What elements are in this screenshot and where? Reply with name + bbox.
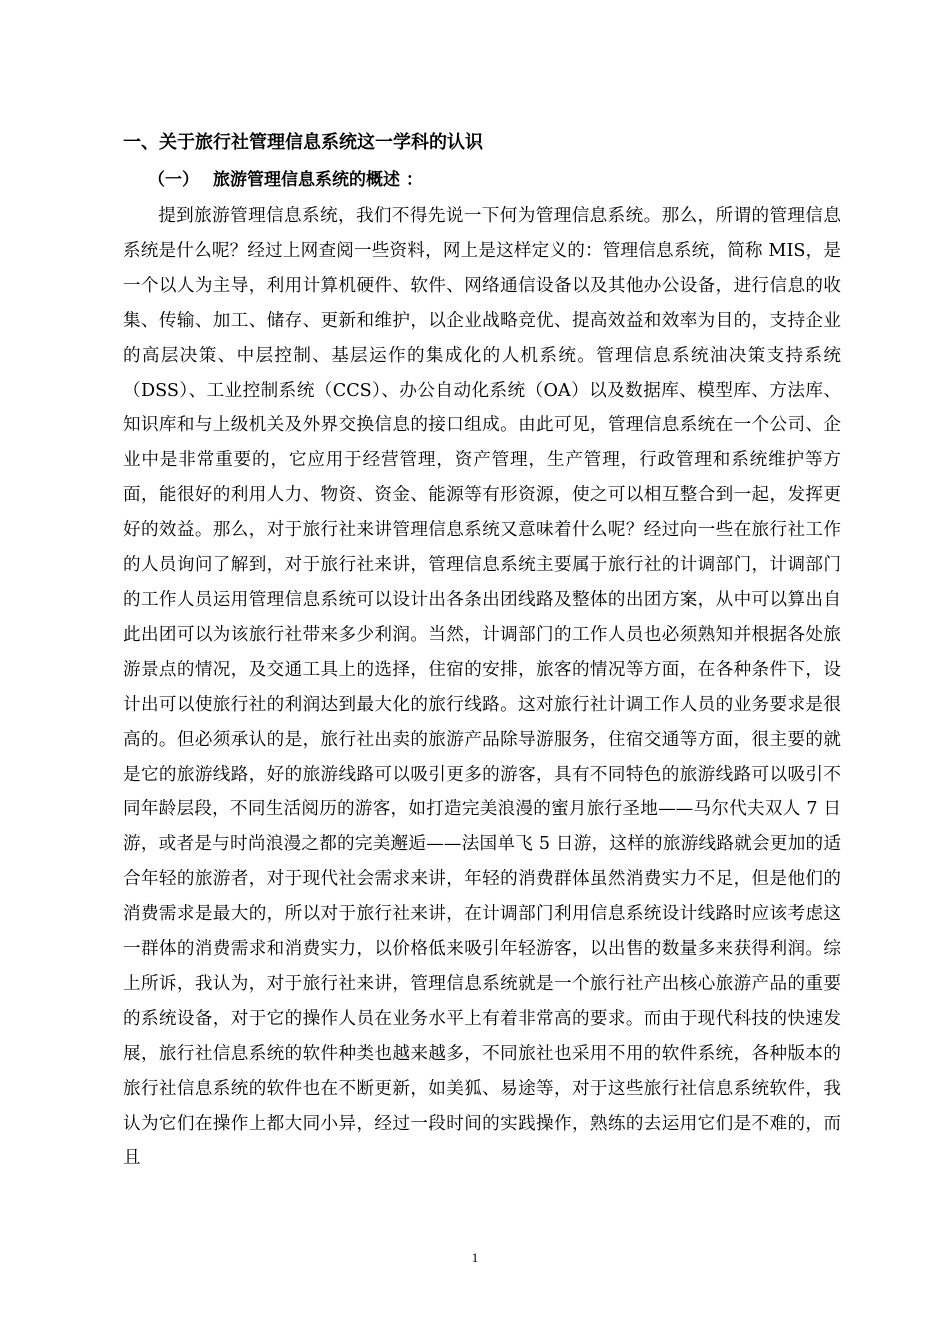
page-number: 1 xyxy=(471,1250,479,1265)
body-paragraph: 提到旅游管理信息系统，我们不得先说一下何为管理信息系统。那么，所谓的管理信息系统是什么呢？经过上网查阅一些资料，网上是这样定义的：管理信息系统，简称 MIS，是一个以人为主导，利用计算机硬件、软件、网络通信设备以及其他办公设备，进行信息的收集、传输、加工、储存、更新和维护，以企业战略竞优、提高效益和效率为目的，支持企业的高层决策、中层控制、基层运作的集成化的人机系统。管理信息系统油决策支持系统（DSS）、工业控制系统（CCS）、办公自动化系统（OA）以及数据库、模型库、方法库、知识库和与上级机关及外界交换信息的接口组成。由此可见，管理信息系统在一个公司、企业中是非常重要的，它应用于经营管理，资产管理，生产管理，行政管理和系统维护等方面，能很好的利用人力、物资、资金、能源等有形资源，使之可以相互整合到一起，发挥更好的效益。那么，对于旅行社来讲管理信息系统又意味着什么呢？经过向一些在旅行社工作的人员询问了解到，对于旅行社来讲，管理信息系统主要属于旅行社的计调部门，计调部门的工作人员运用管理信息系统可以设计出各条出团线路及整体的出团方案，从中可以算出自此出团可以为该旅行社带来多少利润。当然，计调部门的工作人员也必须熟知并根据各处旅游景点的情况，及交通工具上的选择，住宿的安排，旅客的情况等方面，在各种条件下，设计出可以使旅行社的利润达到最大化的旅行线路。这对旅行社计调工作人员的业务要求是很高的。但必须承认的是，旅行社出卖的旅游产品除导游服务，住宿交通等方面，很主要的就是它的旅游线路，好的旅游线路可以吸引更多的游客，具有不同特色的旅游线路可以吸引不同年龄层段，不同生活阅历的游客，如打造完美浪漫的蜜月旅行圣地——马尔代夫双人 7 日游，或者是与时尚浪漫之都的完美邂逅——法国单飞 5 日游，这样的旅游线路就会更加的适合年轻的旅游者，对于现代社会需求来讲，年轻的消费群体虽然消费实力不足，但是他们的消费需求是最大的，所以对于旅行社来讲，在计调部门利用信息系统设计线路时应该考虑这一群体的消费需求和消费实力，以价格低来吸引年轻游客，以出售的数量多来获得利润。综上所诉，我认为，对于旅行社来讲，管理信息系统就是一个旅行社产出核心旅游产品的重要的系统设备，对于它的操作人员在业务水平上有着非常高的要求。而由于现代科技的快速发展，旅行社信息系统的软件种类也越来越多，不同旅社也采用不用的软件系统，各种版本的旅行社信息系统的软件也在不断更新，如美狐、易途等，对于这些旅行社信息系统软件，我认为它们在操作上都大同小异，经过一段时间的实践操作，熟练的去运用它们是不难的，而且 xyxy=(123,206,841,1169)
subsection-title: 旅游管理信息系统的概述 ： xyxy=(213,170,423,190)
section-heading: 一、关于旅行社管理信息系统这一学科的认识 xyxy=(123,132,483,153)
subsection-number: （一） xyxy=(148,170,199,190)
subsection-heading xyxy=(148,168,423,192)
